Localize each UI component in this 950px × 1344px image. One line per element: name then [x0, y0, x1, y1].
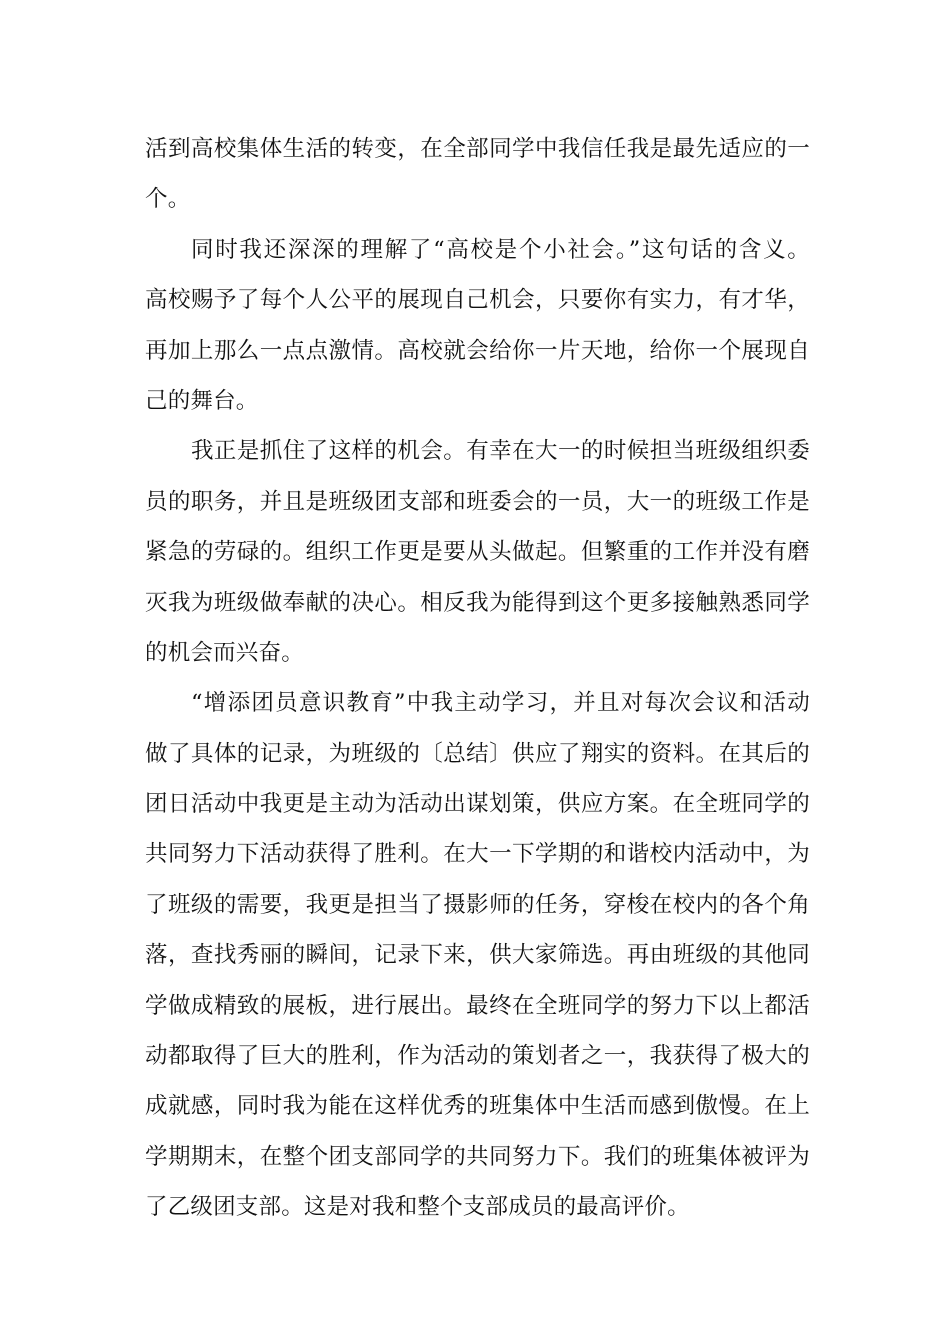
text-line: 个。 — [145, 186, 191, 213]
text-line: 紧急的劳碌的。组织工作更是要从头做起。但繁重的工作并没有磨 — [145, 539, 810, 566]
text-line: 的机会而兴奋。 — [145, 639, 304, 666]
text-line: “增添团员意识教育”中我主动学习，并且对每次会议和活动 — [191, 690, 810, 717]
text-line: 落，查找秀丽的瞬间，记录下来，供大家筛选。再由班级的其他同 — [145, 942, 810, 969]
text-line: 学期期末，在整个团支部同学的共同努力下。我们的班集体被评为 — [145, 1143, 810, 1170]
text-line: 做了具体的记录，为班级的〔总结〕供应了翔实的资料。在其后的 — [145, 740, 810, 767]
text-line: 员的职务，并且是班级团支部和班委会的一员，大一的班级工作是 — [145, 488, 810, 515]
text-line: 己的舞台。 — [145, 387, 259, 414]
text-line: 团日活动中我更是主动为活动出谋划策，供应方案。在全班同学的 — [145, 791, 810, 818]
text-line: 灭我为班级做奉献的决心。相反我为能得到这个更多接触熟悉同学 — [145, 589, 810, 616]
text-line: 活到高校集体生活的转变，在全部同学中我信任我是最先适应的一 — [145, 136, 810, 162]
text-line: 我正是抓住了这样的机会。有幸在大一的时候担当班级组织委 — [191, 438, 810, 465]
text-line: 再加上那么一点点激情。高校就会给你一片天地，给你一个展现自 — [145, 337, 810, 364]
text-line: 同时我还深深的理解了“高校是个小社会。”这句话的含义。 — [191, 236, 810, 263]
document-body — [145, 124, 810, 1233]
text-line: 学做成精致的展板，进行展出。最终在全班同学的努力下以上都活 — [145, 992, 810, 1019]
text-line: 共同努力下活动获得了胜利。在大一下学期的和谐校内活动中，为 — [145, 841, 810, 868]
text-line: 成就感，同时我为能在这样优秀的班集体中生活而感到傲慢。在上 — [145, 1093, 810, 1120]
text-line: 高校赐予了每个人公平的展现自己机会，只要你有实力，有才华， — [145, 287, 810, 314]
text-line: 了班级的需要，我更是担当了摄影师的任务，穿梭在校内的各个角 — [145, 891, 810, 918]
text-line: 动都取得了巨大的胜利，作为活动的策划者之一，我获得了极大的 — [145, 1043, 810, 1070]
text-line: 了乙级团支部。这是对我和整个支部成员的最高评价。 — [145, 1194, 690, 1221]
